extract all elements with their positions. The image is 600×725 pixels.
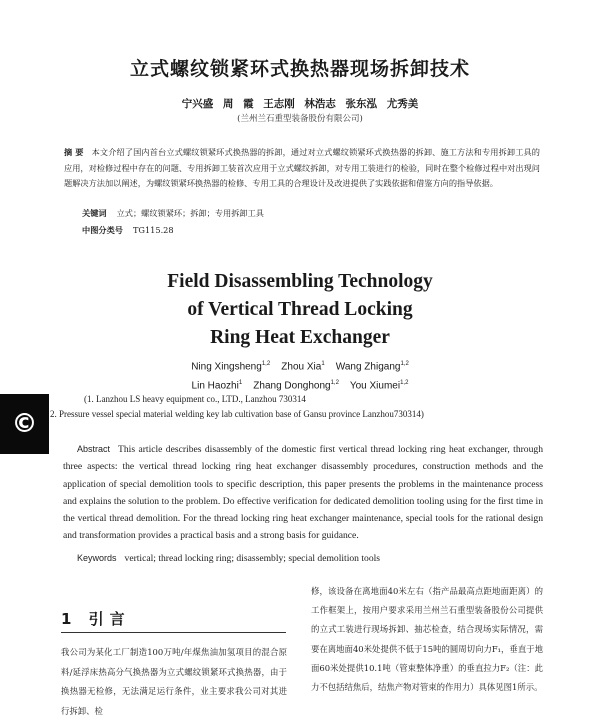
author-name: Lin Haozhi bbox=[191, 380, 239, 392]
chinese-affiliation: (兰州兰石重型装备股份有限公司) bbox=[237, 114, 363, 124]
author-name: Wang Zhigang bbox=[335, 361, 401, 373]
author-affil-mark: 1,2 bbox=[400, 361, 409, 367]
english-title-line-3: Ring Heat Exchanger bbox=[210, 327, 390, 348]
chinese-keywords bbox=[82, 208, 264, 219]
body-left-column: 我公司为某化工厂制造100万吨/年煤焦油加氢项目的混合原料/延浮床热高分气换热器为立式螺纹锁紧环式换热器，由于换热器无检修，无法满足运行条件，业主要求我公司对其进行拆卸、检 bbox=[61, 647, 287, 716]
english-keywords bbox=[77, 553, 380, 564]
english-affiliation-1: (1. Lanzhou LS heavy equipment co., LTD., Lanzhou 730314 bbox=[84, 394, 306, 404]
english-title-line-1: Field Disassembling Technology bbox=[167, 271, 433, 292]
chinese-keywords-text: 立式；螺纹锁紧环；拆卸；专用拆卸工具 bbox=[116, 208, 264, 218]
chinese-abstract-text: 本文介绍了国内首台立式螺纹锁紧环式换热器的拆卸，通过对立式螺纹锁紧环式换热器的拆卸、施工方法和专用拆卸工具的应用，对检修过程中存在的问题、专用拆卸工装首次应用于立式螺纹拆卸，对专用工装进行的检验，同时在整个检修过程中对出现问题解决方法加以阐述，为螺纹锁紧环换热器的检修、专用工具的合理设计及改进提供了实践依据和借鉴方向的指导依据。 bbox=[64, 147, 540, 188]
copyright-icon: © bbox=[11, 409, 38, 439]
author-name: Zhang Donghong bbox=[253, 380, 331, 392]
chinese-abstract-label: 摘 要 bbox=[64, 147, 84, 157]
english-affiliation bbox=[50, 392, 570, 422]
english-keywords-label: Keywords bbox=[77, 553, 117, 563]
english-authors-line-1 bbox=[0, 356, 600, 375]
section-heading bbox=[61, 608, 131, 629]
author-affil-mark: 1,2 bbox=[330, 380, 339, 387]
english-authors bbox=[0, 356, 600, 395]
chinese-abstract bbox=[64, 145, 540, 192]
author-name: You Xiumei bbox=[349, 380, 401, 392]
section-number: 1 bbox=[61, 610, 78, 628]
english-abstract bbox=[63, 441, 543, 545]
english-keywords-text: vertical; thread locking ring; disassembly; special demolition tools bbox=[124, 553, 381, 564]
classification-value: TG115.28 bbox=[132, 225, 174, 235]
author-affil-mark: 1 bbox=[238, 380, 243, 387]
author-name: Zhou Xia bbox=[281, 361, 322, 373]
author-name: Ning Xingsheng bbox=[191, 361, 262, 373]
english-title bbox=[0, 268, 600, 352]
author-affil-mark: 1,2 bbox=[400, 380, 409, 387]
section-divider bbox=[61, 632, 286, 633]
chinese-title: 立式螺纹锁紧环式换热器现场拆卸技术 bbox=[129, 58, 470, 80]
chinese-keywords-label: 关键词 bbox=[82, 208, 107, 218]
copyright-badge bbox=[0, 394, 49, 454]
chinese-authors: 宁兴盛 周 霞 王志刚 林浩志 张东泓 尤秀美 bbox=[181, 98, 419, 110]
author-affil-mark: 1,2 bbox=[261, 361, 271, 367]
english-title-line-2: of Vertical Thread Locking bbox=[187, 299, 413, 320]
classification-label: 中图分类号 bbox=[82, 225, 123, 235]
section-title: 引言 bbox=[88, 610, 131, 628]
english-abstract-text: This article describes disassembly of the domestic first vertical thread locking ring heat exchanger, through three aspects: the vertical thread locking ring heat exchanger disassembly procedures, construction methods and the application of special demolition tools to specific description, this paper presents the problems in the maintenance process and explains the solution to the problem. Do effective verification for dedicated demolition tooling using for the first time in the vertical thread demolition. For the thread locking ring heat exchanger maintenance, special tools for the rational design and transformation provides a practical basis and a strong basis for guidance. bbox=[63, 444, 543, 542]
english-abstract-label: Abstract bbox=[77, 444, 111, 454]
english-affiliation-2: 2. Pressure vessel special material welding key lab cultivation base of Gansu province Lanzhou730314) bbox=[50, 409, 424, 419]
body-right-column: 修，该设备在离地面40米左右（指产品最高点距地面距离）的工作框架上，按用户要求采用兰州兰石重型装备股份公司提供的立式工装进行现场拆卸、抽芯检查，结合现场实际情况，需要在离地面40米处提供不低于15吨的圆周切向力F₁，垂直于地面60米处提供10.1吨（管束整体净重）的垂直拉力F₂（注：此力不包括结焦后，结焦产物对管束的作用力）具体见图1所示。 bbox=[311, 586, 543, 693]
classification-number bbox=[82, 225, 174, 236]
author-affil-mark: 1 bbox=[321, 361, 325, 367]
